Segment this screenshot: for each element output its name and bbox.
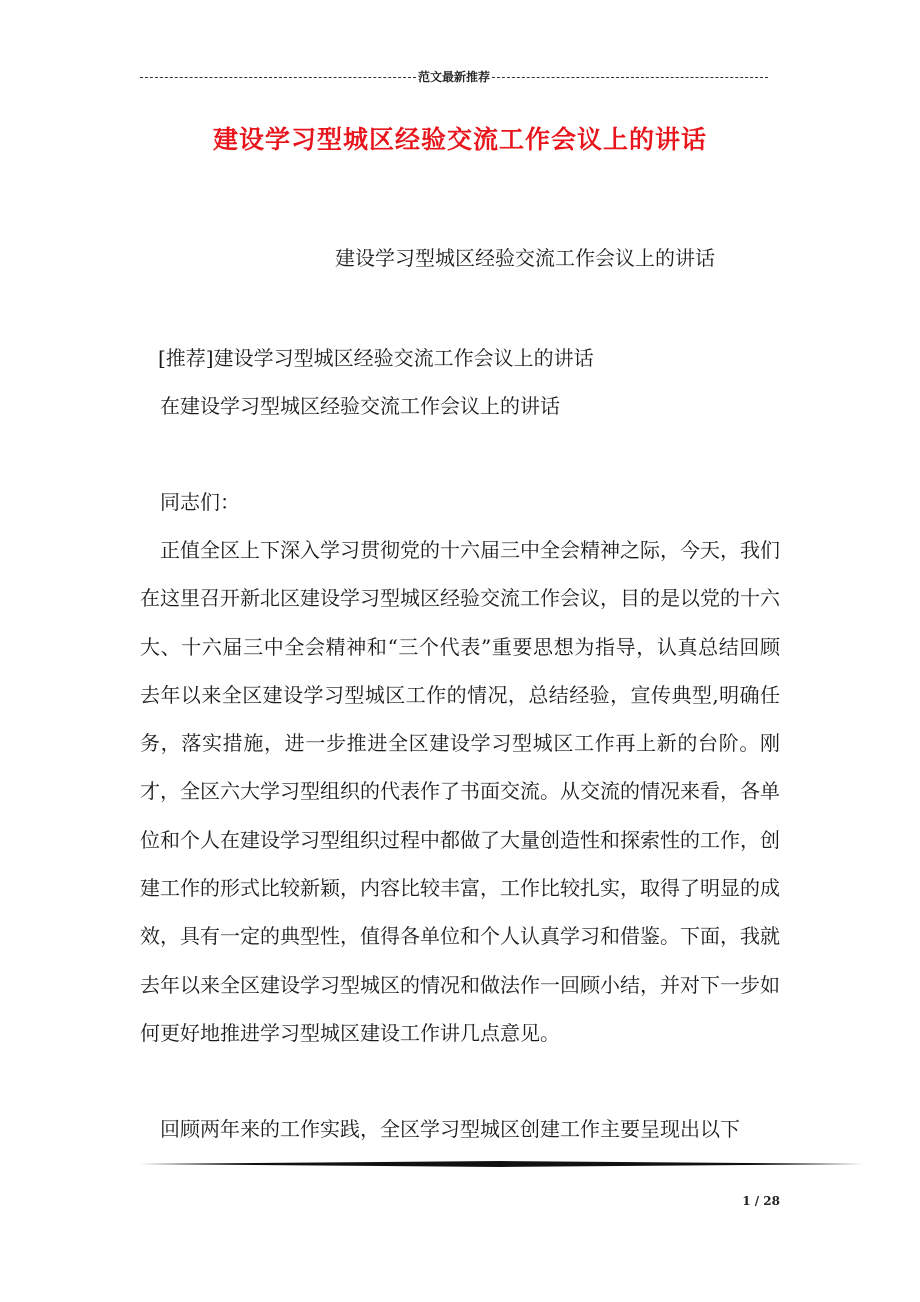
greeting: 同志们： bbox=[160, 490, 240, 514]
recommend-line: [推荐]建设学习型城区经验交流工作会议上的讲话 bbox=[158, 346, 594, 370]
header-dash-right bbox=[492, 77, 768, 78]
header-dash-left bbox=[140, 77, 416, 78]
page-number: 1 / 28 bbox=[742, 1194, 780, 1208]
header-label: 范文最新推荐 bbox=[418, 70, 491, 84]
paragraph-2: 回顾两年来的工作实践，全区学习型城区创建工作主要呈现出以下 bbox=[160, 1117, 740, 1141]
paragraph-1: 正值全区上下深入学习贯彻党的十六届三中全会精神之际，今天，我们在这里召开新北区建设学习型城区经验交流工作会议，目的是以党的十六大、十六届三中全会精神和“三个代表”重要思想为指导，认真总结回顾去年以来全区建设学习型城区工作的情况，总结经验，宣传典型,明确任务，落实措施，进一步推进全区建设学习型城区工作再上新的台阶。刚才，全区六大学习型组织的代表作了书面交流。从交流的情况来看，各单位和个人在建设学习型组织过程中都做了大量创造性和探索性的工作，创建工作的形式比较新颖，内容比较丰富，工作比较扎实，取得了明显的成效，具有一定的典型性，值得各单位和个人认真学习和借鉴。下面，我就去年以来全区建设学习型城区的情况和做法作一回顾小结，并对下一步如何更好地推进学习型城区建设工作讲几点意见。 bbox=[140, 538, 780, 1045]
page-header bbox=[140, 68, 768, 85]
document-title: 建设学习型城区经验交流工作会议上的讲话 bbox=[212, 125, 707, 154]
footer-rule bbox=[140, 1158, 864, 1170]
intro-line: 在建设学习型城区经验交流工作会议上的讲话 bbox=[160, 394, 560, 418]
document-subtitle: 建设学习型城区经验交流工作会议上的讲话 bbox=[335, 246, 715, 270]
